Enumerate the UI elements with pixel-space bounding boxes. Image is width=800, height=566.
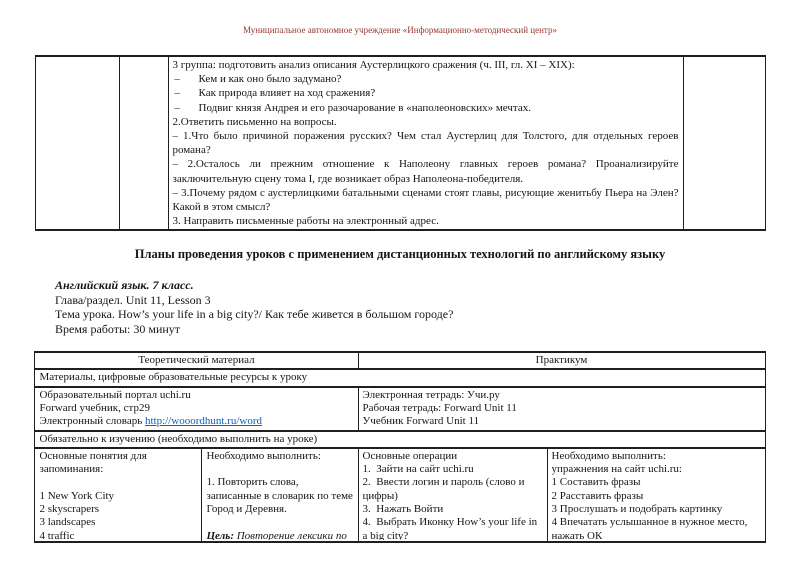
assignment-cell: [168, 56, 683, 230]
lesson-detail-row: [35, 448, 765, 542]
spacer: [39, 476, 197, 489]
chapter-line: Глава/раздел. Unit 11, Lesson 3: [55, 292, 211, 307]
assignment-bullet: – Как природа влияет на ход сражения?: [174, 87, 376, 100]
operation-item: 4. Выбрать Иконку How’s your life in a big city?: [362, 516, 538, 540]
empty-cell: [35, 56, 119, 230]
assignment-question: – 2.Осталось ли прежним отношение к Наполеону главных героев романа? Проанализируйте заключительную сцену тома I, где возникает образ Наполеона-победителя.: [172, 158, 679, 185]
operations-cell: [358, 448, 547, 542]
column-header-practice: Практикум: [358, 352, 765, 369]
section-title: Планы проведения уроков с применением дистанционных технологий по английскому языку: [134, 247, 666, 262]
table-row: [35, 56, 765, 230]
practice-todo-title: Необходимо выполнить:: [551, 449, 666, 462]
practice-todo-cell: [547, 448, 765, 542]
goal-label: Цель:: [206, 529, 234, 540]
duration-line: Время работы: 30 минут: [55, 321, 181, 336]
spacer: [206, 463, 353, 476]
theory-todo-task: 1. Повторить слова, записанные в словарик по теме Город и Деревня.: [206, 476, 353, 516]
goal-text: Повторение лексики по: [233, 529, 347, 540]
practice-todo-item: 3 Прослушать и подобрать картинку: [551, 503, 723, 516]
practice-resource: Рабочая тетрадь: Forward Unit 11: [362, 401, 517, 414]
goal-line: [206, 530, 353, 540]
theory-resource: [39, 415, 353, 428]
dash-marker: –: [174, 73, 180, 86]
lesson-plan-table: [34, 351, 765, 543]
resources-row: [35, 387, 765, 431]
assignment-bullet: – Подвиг князя Андрея и его разочарование в «наполеоновских» мечтах.: [174, 101, 532, 114]
assignment-bullet: – Кем и как оно было задумано?: [174, 73, 342, 86]
assignment-task2: 2.Ответить письменно на вопросы.: [172, 115, 337, 128]
practice-todo-item: 1 Составить фразы: [551, 476, 641, 489]
practice-todo-item: 4 Впечатать услышанное в нужное место, нажать ОК: [551, 516, 748, 540]
assignment-task3: 3. Направить письменные работы на электронный адрес.: [172, 215, 439, 228]
operation-item: 2. Ввести логин и пароль (слово и цифры): [362, 476, 525, 502]
concept-item: 4 traffic: [39, 529, 75, 540]
dash-marker: –: [174, 87, 180, 100]
mandatory-band: Обязательно к изучению (необходимо выполнить на уроке): [35, 431, 765, 448]
concepts-cell: [35, 448, 202, 542]
practice-todo-item: 2 Расставить фразы: [551, 489, 644, 502]
theory-todo-cell: [202, 448, 358, 542]
materials-band-row: [35, 369, 765, 386]
assignment-question: – 3.Почему рядом с аустерлицкими батальными сценами стоят главы, рисующие женитьбу Пьера на Элен? Какой в этом смысл?: [172, 186, 679, 214]
theory-resources-cell: [35, 387, 358, 431]
theory-resource: Образовательный портал uchi.ru: [39, 388, 191, 401]
operation-item: 3. Нажать Войти: [362, 503, 444, 516]
literature-assignment-table: [35, 55, 766, 231]
dictionary-label: Электронный словарь: [39, 415, 145, 428]
dash-marker: –: [174, 101, 180, 114]
operations-title: Основные операции: [362, 449, 458, 462]
concepts-title: Основные понятия для запоминания:: [39, 449, 147, 476]
assignment-question: – 1.Что было причиной поражения русских? Чем стал Аустерлиц для Толстого, для отдельных героев романа?: [172, 130, 679, 157]
table-header-row: [35, 352, 765, 369]
concept-item: 2 skyscrapers: [39, 503, 100, 516]
theory-resource: Forward учебник, стр29: [39, 401, 150, 414]
theory-todo-title: Необходимо выполнить:: [206, 449, 321, 462]
operation-item: 1. Зайти на сайт uchi.ru: [362, 463, 474, 476]
empty-cell: [683, 56, 765, 230]
practice-resource: Учебник Forward Unit 11: [362, 415, 480, 428]
lesson-meta: [55, 278, 765, 336]
materials-band: Материалы, цифровые образовательные ресурсы к уроку: [35, 369, 765, 386]
assignment-intro: 3 группа: подготовить анализ описания Аустерлицкого сражения (ч. III, гл. XI – XIX):: [172, 59, 575, 71]
mandatory-band-row: [35, 431, 765, 448]
spacer: [206, 516, 353, 529]
concept-item: 3 landscapes: [39, 516, 96, 529]
column-header-theory: Теоретический материал: [35, 352, 358, 369]
practice-resources-cell: [358, 387, 765, 431]
dictionary-link[interactable]: http://wooordhunt.ru/word: [144, 415, 263, 428]
practice-todo-subtitle: упражнения на сайт uchi.ru:: [551, 463, 682, 476]
subject-line: Английский язык. 7 класс.: [55, 278, 194, 293]
practice-resource: Электронная тетрадь: Учи.ру: [362, 388, 500, 401]
empty-cell: [119, 56, 168, 230]
concept-item: 1 New York City: [39, 489, 115, 502]
organization-header: Муниципальное автономное учреждение «Информационно-методический центр»: [243, 25, 557, 35]
topic-line: Тема урока. How’s your life in a big city?/ Как тебе живется в большом городе?: [55, 307, 454, 322]
